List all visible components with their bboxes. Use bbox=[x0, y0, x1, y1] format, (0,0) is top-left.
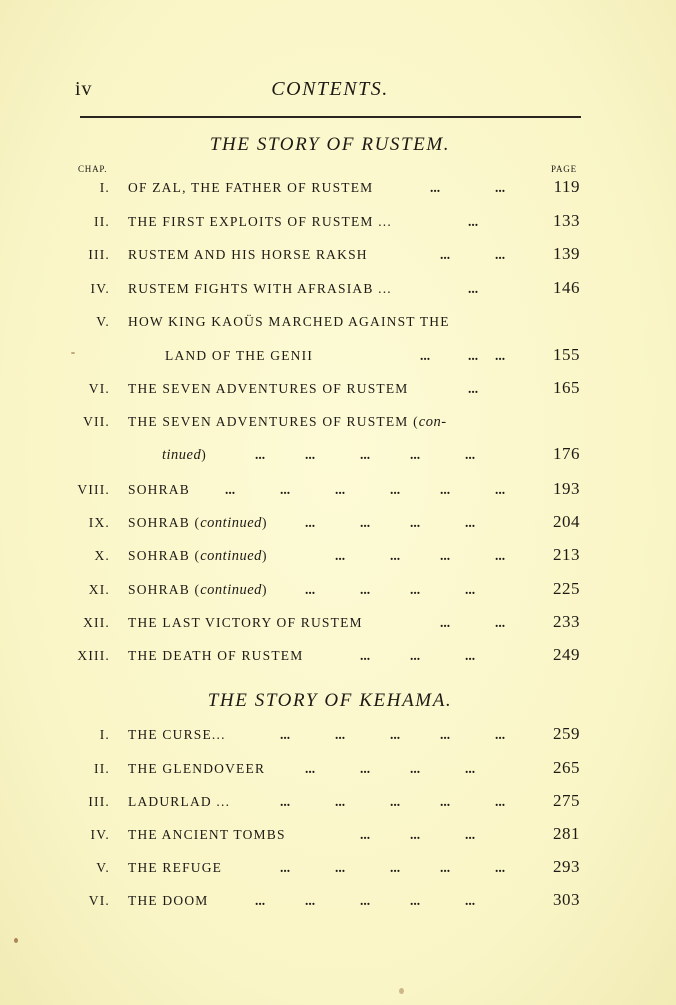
chapter-number: VII. bbox=[83, 414, 110, 429]
leader-dots: ... bbox=[305, 582, 316, 597]
leader-dots: ... bbox=[335, 794, 346, 809]
chapter-title-text: THE SEVEN ADVENTURES OF RUSTEM ( bbox=[128, 414, 419, 429]
leader-dots: ... bbox=[440, 727, 451, 742]
leader-dots: ... bbox=[440, 548, 451, 563]
chapter-title-text: RUSTEM FIGHTS WITH AFRASIAB ... bbox=[128, 281, 392, 296]
chapter-title bbox=[128, 281, 392, 297]
chap-column-header: CHAP. bbox=[78, 164, 108, 174]
leader-dots: ... bbox=[465, 827, 476, 842]
toc-entry-continuation[interactable] bbox=[60, 345, 582, 370]
chapter-title bbox=[128, 482, 190, 498]
paper-blemish bbox=[14, 938, 18, 943]
page-number: 165 bbox=[553, 378, 580, 397]
leader-dots: ... bbox=[440, 794, 451, 809]
leader-dots: ... bbox=[410, 893, 421, 908]
chapter-title bbox=[128, 761, 265, 777]
toc-entry[interactable] bbox=[60, 414, 582, 436]
leader-dots: ... bbox=[305, 515, 316, 530]
chapter-title-end: ) bbox=[261, 548, 268, 563]
leader-dots: ... bbox=[495, 482, 506, 497]
leader-dots: ... bbox=[440, 615, 451, 630]
leader-dots: ... bbox=[495, 180, 506, 195]
leader-dots: ... bbox=[468, 281, 479, 296]
leader-dots: ... bbox=[360, 761, 371, 776]
chapter-title bbox=[128, 615, 363, 631]
chapter-title-text: THE FIRST EXPLOITS OF RUSTEM ... bbox=[128, 214, 392, 229]
chapter-title-text: SOHRAB ( bbox=[128, 515, 201, 530]
toc-entry[interactable] bbox=[60, 857, 582, 882]
leader-dots: ... bbox=[335, 548, 346, 563]
chapter-title bbox=[128, 860, 222, 876]
toc-entry[interactable] bbox=[60, 211, 582, 236]
chapter-title bbox=[128, 247, 368, 263]
chapter-title-continuation bbox=[162, 447, 207, 464]
chapter-title-continuation bbox=[165, 348, 313, 364]
chapter-number: II. bbox=[94, 761, 110, 776]
toc-entry[interactable] bbox=[60, 512, 582, 537]
leader-dots: ... bbox=[465, 582, 476, 597]
leader-dots: ... bbox=[410, 447, 421, 462]
leader-dots: ... bbox=[465, 893, 476, 908]
leader-dots: ... bbox=[468, 381, 479, 396]
chapter-title-text: THE DOOM bbox=[128, 893, 209, 908]
chapter-title bbox=[128, 214, 392, 230]
leader-dots: ... bbox=[465, 648, 476, 663]
chapter-title-text: HOW KING KAOÜS MARCHED AGAINST THE bbox=[128, 314, 450, 329]
leader-dots: ... bbox=[420, 348, 431, 363]
leader-dots: ... bbox=[465, 515, 476, 530]
toc-entry[interactable] bbox=[60, 579, 582, 604]
chapter-title bbox=[128, 893, 208, 909]
chapter-title-end: ) bbox=[261, 582, 268, 597]
leader-dots: ... bbox=[280, 860, 291, 875]
page-number: 176 bbox=[553, 444, 580, 463]
leader-dots: ... bbox=[495, 615, 506, 630]
leader-dots: ... bbox=[495, 548, 506, 563]
paper-blemish bbox=[71, 352, 75, 354]
leader-dots: ... bbox=[225, 482, 236, 497]
leader-dots: ... bbox=[410, 827, 421, 842]
page-number: 213 bbox=[553, 545, 580, 564]
page-number: 265 bbox=[553, 758, 580, 777]
chapter-number: I. bbox=[99, 727, 110, 742]
toc-entry[interactable] bbox=[60, 724, 582, 749]
leader-dots: ... bbox=[495, 247, 506, 262]
chapter-title-text: THE SEVEN ADVENTURES OF RUSTEM bbox=[128, 381, 409, 396]
leader-dots: ... bbox=[360, 827, 371, 842]
leader-dots: ... bbox=[390, 794, 401, 809]
page-number: 249 bbox=[553, 645, 580, 664]
section-title-rustem: THE STORY OF RUSTEM. bbox=[209, 134, 451, 155]
toc-entry[interactable] bbox=[60, 545, 582, 570]
leader-dots: ... bbox=[280, 794, 291, 809]
page-number: 293 bbox=[553, 857, 580, 876]
page-number: 119 bbox=[553, 177, 580, 196]
page-number: 233 bbox=[553, 612, 580, 631]
toc-entry-continuation[interactable] bbox=[60, 444, 582, 469]
chapter-title-text: SOHRAB ( bbox=[128, 582, 201, 597]
toc-entry[interactable] bbox=[60, 244, 582, 269]
leader-dots: ... bbox=[495, 348, 506, 363]
leader-dots: ... bbox=[255, 447, 266, 462]
page-number: 275 bbox=[553, 791, 580, 810]
chapter-number: III. bbox=[88, 794, 110, 809]
leader-dots: ... bbox=[305, 447, 316, 462]
chapter-title-text: SOHRAB ( bbox=[128, 548, 201, 563]
leader-dots: ... bbox=[430, 180, 441, 195]
page-number: 225 bbox=[553, 579, 580, 598]
chapter-title bbox=[128, 827, 286, 843]
leader-dots: ... bbox=[255, 893, 266, 908]
chapter-number: VI. bbox=[88, 893, 110, 908]
leader-dots: ... bbox=[468, 214, 479, 229]
page-number: 155 bbox=[553, 345, 580, 364]
chapter-number: V. bbox=[96, 860, 110, 875]
toc-entry[interactable] bbox=[60, 479, 582, 504]
toc-entry[interactable] bbox=[60, 824, 582, 849]
toc-entry[interactable] bbox=[60, 378, 582, 403]
chapter-title-text: THE CURSE... bbox=[128, 727, 226, 742]
leader-dots: ... bbox=[465, 761, 476, 776]
leader-dots: ... bbox=[280, 727, 291, 742]
leader-dots: ... bbox=[390, 727, 401, 742]
leader-dots: ... bbox=[390, 548, 401, 563]
chapter-number: II. bbox=[94, 214, 110, 229]
chapter-title bbox=[128, 582, 268, 599]
page-number: 281 bbox=[553, 824, 580, 843]
chapter-title-italic: continued bbox=[200, 582, 262, 598]
page-header bbox=[75, 78, 585, 108]
chapter-number: I. bbox=[99, 180, 110, 195]
leader-dots: ... bbox=[410, 761, 421, 776]
chapter-title-text: ) bbox=[201, 447, 207, 462]
chapter-title-italic: continued bbox=[200, 548, 262, 564]
page-number: 204 bbox=[553, 512, 580, 531]
header-rule bbox=[80, 116, 581, 118]
chapter-title bbox=[128, 794, 230, 810]
chapter-title bbox=[128, 515, 268, 532]
leader-dots: ... bbox=[305, 761, 316, 776]
chapter-title-text: THE ANCIENT TOMBS bbox=[128, 827, 286, 842]
toc-entry[interactable] bbox=[60, 791, 582, 816]
toc-entry[interactable] bbox=[60, 890, 582, 915]
chapter-title bbox=[128, 314, 450, 330]
chapter-number: XIII. bbox=[77, 648, 110, 663]
chapter-number: IX. bbox=[88, 515, 110, 530]
chapter-number: V. bbox=[96, 314, 110, 329]
leader-dots: ... bbox=[468, 348, 479, 363]
leader-dots: ... bbox=[280, 482, 291, 497]
leader-dots: ... bbox=[335, 860, 346, 875]
leader-dots: ... bbox=[360, 582, 371, 597]
leader-dots: ... bbox=[410, 515, 421, 530]
leader-dots: ... bbox=[360, 515, 371, 530]
toc-entry[interactable] bbox=[60, 278, 582, 303]
chapter-title-text: THE REFUGE bbox=[128, 860, 223, 875]
toc-entry[interactable] bbox=[60, 177, 582, 202]
page-number: 259 bbox=[553, 724, 580, 743]
leader-dots: ... bbox=[495, 860, 506, 875]
toc-entry[interactable] bbox=[60, 645, 582, 670]
leader-dots: ... bbox=[440, 482, 451, 497]
chapter-number: XI. bbox=[88, 582, 110, 597]
leader-dots: ... bbox=[495, 727, 506, 742]
chapter-title-italic: tinued bbox=[162, 447, 202, 463]
chapter-number: X. bbox=[94, 548, 110, 563]
chapter-title bbox=[128, 381, 409, 397]
leader-dots: ... bbox=[440, 860, 451, 875]
leader-dots: ... bbox=[410, 582, 421, 597]
chapter-number: IV. bbox=[90, 827, 110, 842]
chapter-title bbox=[128, 180, 373, 196]
chapter-number: III. bbox=[88, 247, 110, 262]
page-number: 193 bbox=[553, 479, 580, 498]
chapter-number: VI. bbox=[88, 381, 110, 396]
chapter-title bbox=[128, 727, 226, 743]
chapter-number: VIII. bbox=[77, 482, 110, 497]
chapter-title-text: LADURLAD ... bbox=[128, 794, 231, 809]
chapter-number: IV. bbox=[90, 281, 110, 296]
leader-dots: ... bbox=[360, 893, 371, 908]
toc-entry[interactable] bbox=[60, 314, 582, 336]
folio-number: iv bbox=[75, 78, 93, 100]
leader-dots: ... bbox=[390, 860, 401, 875]
chapter-title-text: OF ZAL, THE FATHER OF RUSTEM bbox=[128, 180, 374, 195]
page-number: 139 bbox=[553, 244, 580, 263]
leader-dots: ... bbox=[390, 482, 401, 497]
chapter-title bbox=[128, 548, 268, 565]
leader-dots: ... bbox=[495, 794, 506, 809]
leader-dots: ... bbox=[410, 648, 421, 663]
toc-entry[interactable] bbox=[60, 612, 582, 637]
chapter-title-text: RUSTEM AND HIS HORSE RAKSH bbox=[128, 247, 368, 262]
page-number: 133 bbox=[553, 211, 580, 230]
chapter-title-end: ) bbox=[261, 515, 268, 530]
leader-dots: ... bbox=[465, 447, 476, 462]
chapter-title-text: THE GLENDOVEER bbox=[128, 761, 266, 776]
chapter-title-text: LAND OF THE GENII bbox=[165, 348, 314, 363]
chapter-title-italic: continued bbox=[200, 515, 262, 531]
page-number: 303 bbox=[553, 890, 580, 909]
leader-dots: ... bbox=[360, 648, 371, 663]
page-column-header: PAGE bbox=[551, 164, 577, 174]
chapter-number: XII. bbox=[83, 615, 110, 630]
toc-entry[interactable] bbox=[60, 758, 582, 783]
leader-dots: ... bbox=[305, 893, 316, 908]
chapter-title bbox=[128, 648, 303, 664]
running-title: CONTENTS. bbox=[271, 78, 389, 100]
leader-dots: ... bbox=[360, 447, 371, 462]
chapter-title bbox=[128, 414, 447, 431]
section-title-kehama: THE STORY OF KEHAMA. bbox=[207, 690, 453, 711]
paper-blemish bbox=[399, 988, 404, 994]
leader-dots: ... bbox=[335, 727, 346, 742]
page-number: 146 bbox=[553, 278, 580, 297]
leader-dots: ... bbox=[335, 482, 346, 497]
chapter-title-text: THE DEATH OF RUSTEM bbox=[128, 648, 304, 663]
chapter-title-text: SOHRAB bbox=[128, 482, 190, 497]
chapter-title-italic: con- bbox=[418, 414, 447, 430]
leader-dots: ... bbox=[440, 247, 451, 262]
chapter-title-text: THE LAST VICTORY OF RUSTEM bbox=[128, 615, 363, 630]
